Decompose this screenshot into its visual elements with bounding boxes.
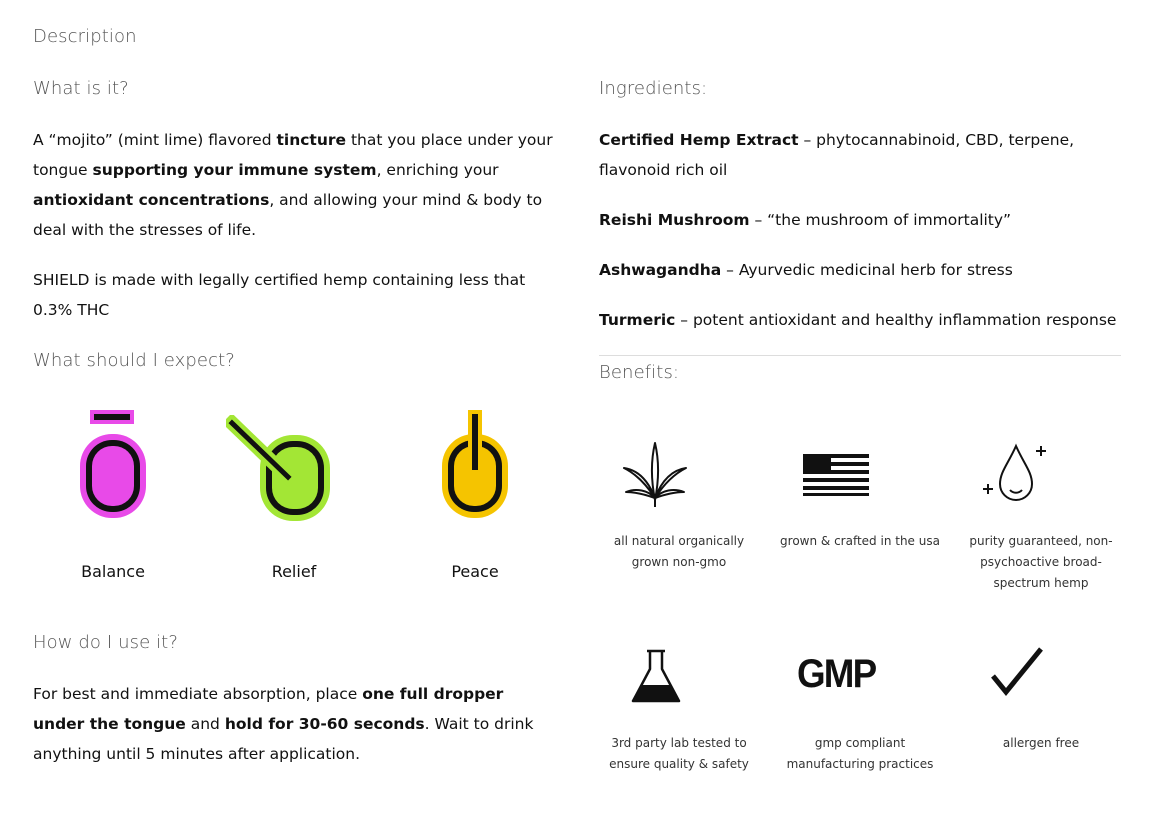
- relief-icon: [226, 415, 336, 523]
- how-heading: How do I use it?: [33, 632, 178, 653]
- ingredient-name: Ashwagandha: [599, 261, 722, 279]
- what-is-it-heading: What is it?: [33, 78, 129, 99]
- text: . Wait to drink anything until 5 minutes after application.: [33, 715, 534, 763]
- ingredient-name: Certified Hemp Extract: [599, 131, 799, 149]
- ingredient-name: Turmeric: [599, 311, 676, 329]
- how-paragraph: [33, 679, 558, 769]
- thc-paragraph: SHIELD is made with legally certified hemp containing less that 0.3% THC: [33, 271, 526, 319]
- ingredient-item: [599, 205, 1129, 235]
- bold-text: hold for 30-60 seconds: [224, 715, 425, 733]
- us-flag-icon: [803, 454, 869, 496]
- text: For best and immediate absorption, place: [33, 685, 363, 703]
- expect-heading: What should I expect?: [33, 350, 235, 371]
- ingredient-item: [599, 125, 1129, 185]
- relief-label: Relief: [271, 562, 317, 581]
- benefit-label: 3rd party lab tested to ensure quality & safety: [609, 736, 749, 771]
- benefit-label: all natural organically grown non-gmo: [613, 534, 745, 569]
- text: that you place under your tongue: [33, 131, 553, 179]
- ingredient-desc: – phytocannabinoid, CBD, terpene, flavonoid rich oil: [599, 131, 1075, 179]
- peace-icon: [440, 408, 512, 520]
- benefits-heading: Benefits:: [599, 362, 680, 383]
- checkmark-icon: [990, 646, 1046, 698]
- balance-label: Balance: [81, 562, 145, 581]
- ingredient-item: [599, 305, 1129, 335]
- benefit-label: gmp compliant manufacturing practices: [786, 736, 934, 771]
- ingredients-heading: Ingredients:: [599, 78, 708, 99]
- ingredient-desc: – “the mushroom of immortality”: [749, 211, 1012, 229]
- text: , enriching your: [376, 161, 499, 179]
- text: A “mojito” (mint lime) flavored: [33, 131, 277, 149]
- text: , and allowing your mind & body to deal with the stresses of life.: [33, 191, 543, 239]
- gmp-icon: GMP: [797, 652, 876, 696]
- text: and: [185, 715, 225, 733]
- droplet-icon: [982, 442, 1050, 504]
- what-is-it-paragraph: [33, 125, 558, 245]
- bold-text: tincture: [276, 131, 347, 149]
- ingredient-name: Reishi Mushroom: [599, 211, 750, 229]
- bold-text: antioxidant concentrations: [33, 191, 270, 209]
- bold-text: one full dropper under the tongue: [33, 685, 504, 733]
- cannabis-leaf-icon: [622, 440, 688, 508]
- benefit-label: allergen free: [1002, 736, 1080, 750]
- ingredient-desc: – Ayurvedic medicinal herb for stress: [721, 261, 1013, 279]
- description-heading: Description: [33, 26, 137, 47]
- divider: [599, 355, 1121, 356]
- ingredient-desc: – potent antioxidant and healthy inflammation response: [675, 311, 1117, 329]
- flask-icon: [629, 647, 683, 705]
- ingredient-item: [599, 255, 1129, 285]
- benefit-label: grown & crafted in the usa: [780, 534, 940, 548]
- peace-label: Peace: [451, 562, 499, 581]
- bold-text: supporting your immune system: [92, 161, 377, 179]
- benefit-label: purity guaranteed, non-psychoactive broad-spectrum hemp: [969, 534, 1113, 590]
- balance-icon: [78, 408, 150, 520]
